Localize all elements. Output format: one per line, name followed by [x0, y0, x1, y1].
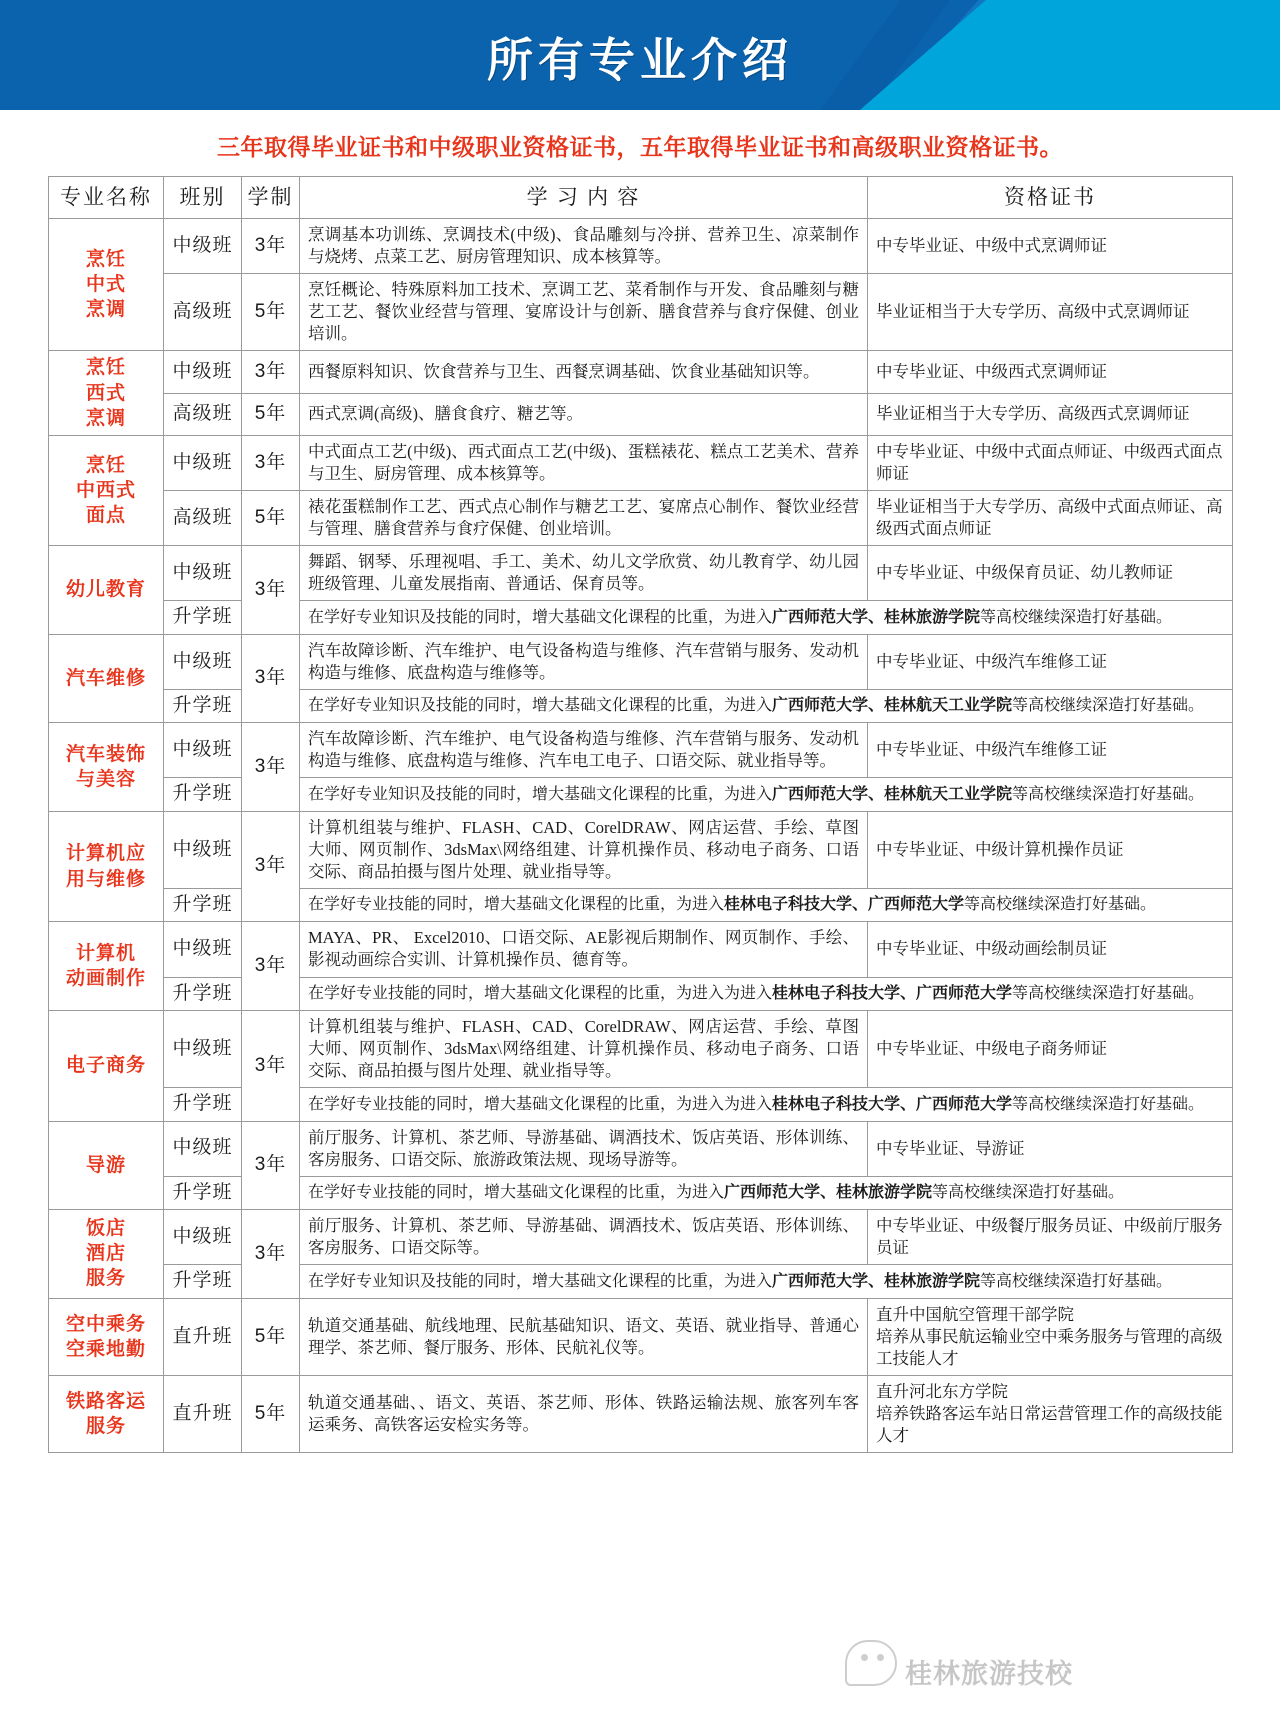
class-type-cell: 高级班	[164, 490, 242, 545]
major-name-cell: 空中乘务 空乘地勤	[49, 1298, 164, 1375]
duration-cell: 3年	[242, 351, 300, 393]
table-row	[49, 1265, 1233, 1298]
study-content-cell: 计算机组装与维护、FLASH、CAD、CorelDRAW、网店运营、手绘、草图大师、网页制作、3dsMax\网络组建、计算机操作员、移动电子商务、口语交际、商品拍摄与图片处理、就业指导等。	[300, 811, 868, 888]
table-row	[49, 977, 1233, 1010]
table-row	[49, 1088, 1233, 1121]
page-banner	[0, 0, 1280, 110]
table-row	[49, 351, 1233, 393]
class-type-cell: 中级班	[164, 435, 242, 490]
major-name-cell: 计算机应 用与维修	[49, 811, 164, 922]
table-row	[49, 546, 1233, 601]
certificate-cell: 中专毕业证、中级保育员证、幼儿教师证	[868, 546, 1233, 601]
study-content-cell: 裱花蛋糕制作工艺、西式点心制作与糖艺工艺、宴席点心制作、餐饮业经营与管理、膳食营养与食疗保健、创业培训。	[300, 490, 868, 545]
table-row	[49, 601, 1233, 634]
duration-cell: 5年	[242, 1298, 300, 1375]
study-content-cell: 在学好专业知识及技能的同时，增大基础文化课程的比重，为进入广西师范大学、桂林旅游学院等高校继续深造打好基础。	[300, 601, 1233, 634]
class-type-cell: 中级班	[164, 351, 242, 393]
major-name-cell: 烹饪 西式 烹调	[49, 351, 164, 435]
duration-cell: 3年	[242, 1121, 300, 1210]
class-type-cell: 中级班	[164, 811, 242, 888]
study-content-cell: 轨道交通基础、航线地理、民航基础知识、语文、英语、就业指导、普通心理学、茶艺师、餐厅服务、形体、民航礼仪等。	[300, 1298, 868, 1375]
study-content-cell: 前厅服务、计算机、茶艺师、导游基础、调酒技术、饭店英语、形体训练、客房服务、口语交际、旅游政策法规、现场导游等。	[300, 1121, 868, 1176]
duration-cell: 3年	[242, 546, 300, 635]
programs-table	[48, 176, 1233, 1453]
table-row	[49, 922, 1233, 977]
duration-cell: 3年	[242, 634, 300, 723]
col-header-years: 学制	[242, 177, 300, 219]
class-type-cell: 升学班	[164, 689, 242, 722]
page-title: 所有专业介绍	[487, 33, 793, 87]
certificate-cell: 中专毕业证、中级西式烹调师证	[868, 351, 1233, 393]
study-content-cell: 轨道交通基础、、语文、英语、茶艺师、形体、铁路运输法规、旅客列车客运乘务、高铁客运安检实务等。	[300, 1375, 868, 1452]
major-name-cell: 饭店 酒店 服务	[49, 1210, 164, 1299]
class-type-cell: 中级班	[164, 922, 242, 977]
class-type-cell: 高级班	[164, 393, 242, 435]
duration-cell: 3年	[242, 1010, 300, 1121]
duration-cell: 3年	[242, 922, 300, 1011]
class-type-cell: 中级班	[164, 634, 242, 689]
study-content-cell: 计算机组装与维护、FLASH、CAD、CorelDRAW、网店运营、手绘、草图大师、网页制作、3dsMax\网络组建、计算机操作员、移动电子商务、口语交际、商品拍摄与图片处理、就业指导等。	[300, 1010, 868, 1087]
study-content-cell: 烹调基本功训练、烹调技术(中级)、食品雕刻与冷拼、营养卫生、凉菜制作与烧烤、点菜工艺、厨房管理知识、成本核算等。	[300, 218, 868, 273]
major-name-cell: 电子商务	[49, 1010, 164, 1121]
certificate-cell: 中专毕业证、中级汽车维修工证	[868, 634, 1233, 689]
chat-bubble-icon	[845, 1640, 897, 1686]
duration-cell: 3年	[242, 1210, 300, 1299]
programs-table-wrap	[0, 176, 1280, 1453]
certificate-cell: 毕业证相当于大专学历、高级中式烹调师证	[868, 274, 1233, 351]
class-type-cell: 直升班	[164, 1298, 242, 1375]
study-content-cell: MAYA、PR、 Excel2010、口语交际、AE影视后期制作、网页制作、手绘、影视动画综合实训、计算机操作员、德育等。	[300, 922, 868, 977]
study-content-cell: 中式面点工艺(中级)、西式面点工艺(中级)、蛋糕裱花、糕点工艺美术、营养与卫生、厨房管理、成本核算等。	[300, 435, 868, 490]
watermark-label: 桂林旅游技校	[905, 1659, 1073, 1689]
study-content-cell: 在学好专业知识及技能的同时，增大基础文化课程的比重，为进入广西师范大学、桂林航天工业学院等高校继续深造打好基础。	[300, 778, 1233, 811]
study-content-cell: 西餐原料知识、饮食营养与卫生、西餐烹调基础、饮食业基础知识等。	[300, 351, 868, 393]
table-row	[49, 490, 1233, 545]
table-row	[49, 435, 1233, 490]
duration-cell: 5年	[242, 490, 300, 545]
certificate-cell: 直升河北东方学院 培养铁路客运车站日常运营管理工作的高级技能人才	[868, 1375, 1233, 1452]
class-type-cell: 升学班	[164, 889, 242, 922]
certificate-cell: 毕业证相当于大专学历、高级西式烹调师证	[868, 393, 1233, 435]
class-type-cell: 升学班	[164, 1176, 242, 1209]
class-type-cell: 升学班	[164, 977, 242, 1010]
major-name-cell: 铁路客运 服务	[49, 1375, 164, 1452]
class-type-cell: 中级班	[164, 1010, 242, 1087]
class-type-cell: 升学班	[164, 1265, 242, 1298]
study-content-cell: 在学好专业知识及技能的同时，增大基础文化课程的比重，为进入广西师范大学、桂林旅游学院等高校继续深造打好基础。	[300, 1265, 1233, 1298]
certificate-cell: 中专毕业证、中级餐厅服务员证、中级前厅服务员证	[868, 1210, 1233, 1265]
class-type-cell: 高级班	[164, 274, 242, 351]
major-name-cell: 幼儿教育	[49, 546, 164, 635]
study-content-cell: 汽车故障诊断、汽车维护、电气设备构造与维修、汽车营销与服务、发动机构造与维修、底盘构造与维修、汽车电工电子、口语交际、就业指导等。	[300, 723, 868, 778]
study-content-cell: 在学好专业技能的同时，增大基础文化课程的比重，为进入为进入桂林电子科技大学、广西师范大学等高校继续深造打好基础。	[300, 1088, 1233, 1121]
table-row	[49, 634, 1233, 689]
certificate-cell: 直升中国航空管理干部学院 培养从事民航运输业空中乘务服务与管理的高级工技能人才	[868, 1298, 1233, 1375]
table-row	[49, 218, 1233, 273]
major-name-cell: 计算机 动画制作	[49, 922, 164, 1011]
study-content-cell: 在学好专业技能的同时，增大基础文化课程的比重，为进入广西师范大学、桂林旅游学院等高校继续深造打好基础。	[300, 1176, 1233, 1209]
class-type-cell: 升学班	[164, 778, 242, 811]
certificate-cell: 毕业证相当于大专学历、高级中式面点师证、高级西式面点师证	[868, 490, 1233, 545]
study-content-cell: 在学好专业技能的同时，增大基础文化课程的比重，为进入桂林电子科技大学、广西师范大学等高校继续深造打好基础。	[300, 889, 1233, 922]
table-row	[49, 723, 1233, 778]
study-content-cell: 在学好专业技能的同时，增大基础文化课程的比重，为进入为进入桂林电子科技大学、广西师范大学等高校继续深造打好基础。	[300, 977, 1233, 1010]
table-row	[49, 1375, 1233, 1452]
study-content-cell: 西式烹调(高级)、膳食食疗、糖艺等。	[300, 393, 868, 435]
table-row	[49, 274, 1233, 351]
duration-cell: 3年	[242, 811, 300, 922]
duration-cell: 5年	[242, 393, 300, 435]
table-body	[49, 218, 1233, 1452]
table-row	[49, 1176, 1233, 1209]
study-content-cell: 舞蹈、钢琴、乐理视唱、手工、美术、幼儿文学欣赏、幼儿教育学、幼儿园班级管理、儿童发展指南、普通话、保育员等。	[300, 546, 868, 601]
certificate-cell: 中专毕业证、中级计算机操作员证	[868, 811, 1233, 888]
class-type-cell: 升学班	[164, 601, 242, 634]
class-type-cell: 升学班	[164, 1088, 242, 1121]
certificate-cell: 中专毕业证、中级动画绘制员证	[868, 922, 1233, 977]
duration-cell: 5年	[242, 274, 300, 351]
table-row	[49, 1010, 1233, 1087]
certificate-cell: 中专毕业证、中级汽车维修工证	[868, 723, 1233, 778]
major-name-cell: 烹饪 中西式 面点	[49, 435, 164, 545]
duration-cell: 5年	[242, 1375, 300, 1452]
major-name-cell: 导游	[49, 1121, 164, 1210]
table-row	[49, 811, 1233, 888]
table-row	[49, 889, 1233, 922]
class-type-cell: 中级班	[164, 546, 242, 601]
table-row	[49, 393, 1233, 435]
col-header-content: 学 习 内 容	[300, 177, 868, 219]
class-type-cell: 直升班	[164, 1375, 242, 1452]
major-name-cell: 汽车维修	[49, 634, 164, 723]
col-header-class: 班别	[164, 177, 242, 219]
major-name-cell: 烹饪 中式 烹调	[49, 218, 164, 351]
duration-cell: 3年	[242, 435, 300, 490]
watermark	[845, 1638, 1175, 1708]
certificate-cell: 中专毕业证、导游证	[868, 1121, 1233, 1176]
study-content-cell: 烹饪概论、特殊原料加工技术、烹调工艺、菜肴制作与开发、食品雕刻与糖艺工艺、餐饮业经营与管理、宴席设计与创新、膳食营养与食疗保健、创业培训。	[300, 274, 868, 351]
class-type-cell: 中级班	[164, 723, 242, 778]
table-row	[49, 689, 1233, 722]
col-header-cert: 资格证书	[868, 177, 1233, 219]
certificate-cell: 中专毕业证、中级中式面点师证、中级西式面点师证	[868, 435, 1233, 490]
table-row	[49, 778, 1233, 811]
class-type-cell: 中级班	[164, 1121, 242, 1176]
duration-cell: 3年	[242, 218, 300, 273]
table-row	[49, 1121, 1233, 1176]
study-content-cell: 汽车故障诊断、汽车维护、电气设备构造与维修、汽车营销与服务、发动机构造与维修、底盘构造与维修等。	[300, 634, 868, 689]
certificate-cell: 中专毕业证、中级中式烹调师证	[868, 218, 1233, 273]
table-row	[49, 1298, 1233, 1375]
certificate-cell: 中专毕业证、中级电子商务师证	[868, 1010, 1233, 1087]
col-header-major: 专业名称	[49, 177, 164, 219]
table-row	[49, 1210, 1233, 1265]
class-type-cell: 中级班	[164, 218, 242, 273]
study-content-cell: 在学好专业知识及技能的同时，增大基础文化课程的比重，为进入广西师范大学、桂林航天工业学院等高校继续深造打好基础。	[300, 689, 1233, 722]
table-header-row	[49, 177, 1233, 219]
class-type-cell: 中级班	[164, 1210, 242, 1265]
study-content-cell: 前厅服务、计算机、茶艺师、导游基础、调酒技术、饭店英语、形体训练、客房服务、口语交际等。	[300, 1210, 868, 1265]
subtitle-note: 三年取得毕业证书和中级职业资格证书，五年取得毕业证书和高级职业资格证书。	[217, 134, 1063, 160]
duration-cell: 3年	[242, 723, 300, 812]
major-name-cell: 汽车装饰 与美容	[49, 723, 164, 812]
